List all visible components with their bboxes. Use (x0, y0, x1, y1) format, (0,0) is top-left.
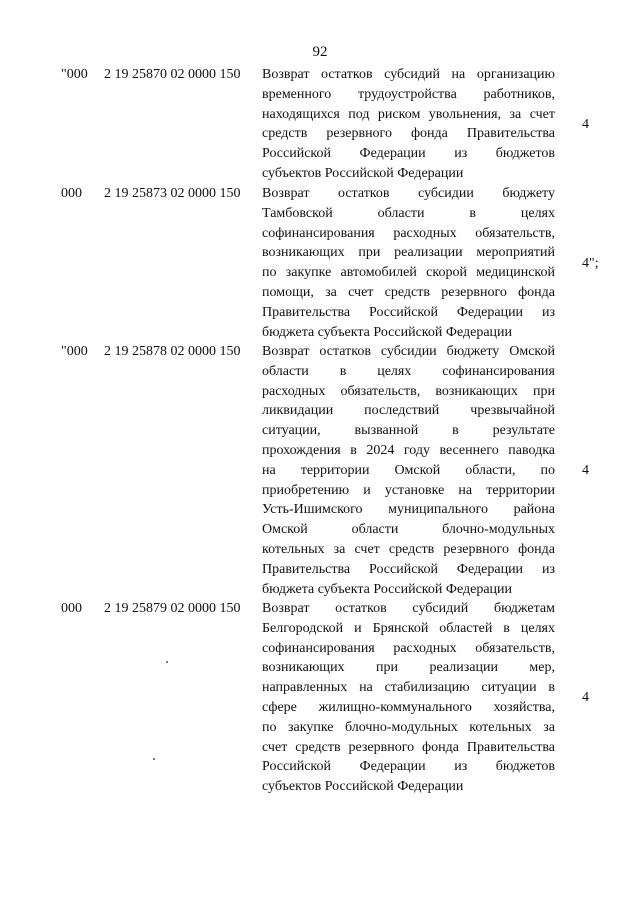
description-line: Возврат остатков субсидий бюджетам (262, 601, 555, 616)
description-line: Правительства Российской Федерации из (262, 304, 555, 320)
description-line: расходных обязательств, возникающих при (262, 383, 555, 399)
description-line: ситуации, вызванной в результате (262, 423, 555, 439)
description-line: бюджета субъекта Российской Федерации (262, 581, 513, 597)
description-line: возникающих при реализации мер, (262, 660, 555, 676)
description-line: Российской Федерации из бюджетов (262, 146, 555, 162)
description-line: Возврат остатков субсидии бюджету Омской (262, 344, 555, 359)
description-line: области в целях софинансирования (262, 363, 555, 379)
description-line: Омской области блочно-модульных (262, 522, 555, 538)
description-line: средств резервного фонда Правительства (262, 126, 555, 142)
entry-kbk-code: 2 19 25878 02 0000 150 (104, 344, 241, 359)
description-line: на территории Омской области, по (262, 462, 555, 478)
description-line: счет средств резервного фонда Правительства (262, 739, 555, 755)
budget-entry (0, 599, 640, 797)
description-line: Российской Федерации из бюджетов (262, 759, 555, 775)
description-line: приобретению и установке на территории (262, 482, 555, 498)
description-line: помощи, за счет средств резервного фонда (262, 284, 555, 300)
description-line: котельных за счет средств резервного фонда (262, 541, 555, 557)
scan-speck (166, 661, 168, 663)
entry-amount: 4 (582, 690, 589, 705)
page-number: 92 (312, 44, 328, 60)
entry-amount: 4"; (582, 256, 599, 271)
entry-kbk-code: 2 19 25873 02 0000 150 (104, 186, 241, 201)
entry-admin-code: 000 (61, 186, 82, 201)
description-line: временного трудоустройства работников, (262, 86, 555, 102)
description-line: возникающих при реализации мероприятий (262, 245, 555, 261)
entry-amount: 4 (582, 463, 589, 478)
description-line: Возврат остатков субсидий на организацию (262, 67, 555, 82)
description-line: софинансирования расходных обязательств, (262, 225, 555, 241)
entry-description (262, 65, 555, 184)
description-line: Правительства Российской Федерации из (262, 561, 555, 577)
entry-admin-code: "000 (61, 67, 88, 82)
description-line: Возврат остатков субсидии бюджету (262, 186, 555, 201)
description-line: находящихся под риском увольнения, за счет (262, 106, 555, 122)
entry-admin-code: 000 (61, 601, 82, 616)
description-line: Усть-Ишимского муниципального района (262, 502, 555, 518)
description-line: бюджета субъекта Российской Федерации (262, 324, 513, 340)
budget-entry (0, 342, 640, 600)
entry-admin-code: "000 (61, 344, 88, 359)
budget-entry (0, 184, 640, 343)
description-line: направленных на стабилизацию ситуации в (262, 680, 555, 696)
entry-description (262, 184, 555, 342)
description-line: Белгородской и Брянской областей в целях (262, 620, 555, 636)
budget-entry (0, 65, 640, 184)
description-line: по закупке автомобилей скорой медицинской (262, 265, 555, 281)
description-line: прохождения в 2024 году весеннего паводка (262, 442, 555, 458)
entry-kbk-code: 2 19 25870 02 0000 150 (104, 67, 241, 82)
entry-kbk-code: 2 19 25879 02 0000 150 (104, 601, 241, 616)
description-line: софинансирования расходных обязательств, (262, 640, 555, 656)
entry-description (262, 342, 555, 599)
description-line: субъектов Российской Федерации (262, 779, 464, 795)
scan-speck (153, 758, 155, 760)
description-line: по закупке блочно-модульных котельных за (262, 719, 555, 735)
description-line: Тамбовской области в целях (262, 205, 555, 221)
description-line: субъектов Российской Федерации (262, 165, 464, 181)
description-line: сфере жилищно-коммунального хозяйства, (262, 699, 555, 715)
entry-description (262, 599, 555, 797)
entry-amount: 4 (582, 117, 589, 132)
description-line: ликвидации последствий чрезвычайной (262, 403, 555, 419)
